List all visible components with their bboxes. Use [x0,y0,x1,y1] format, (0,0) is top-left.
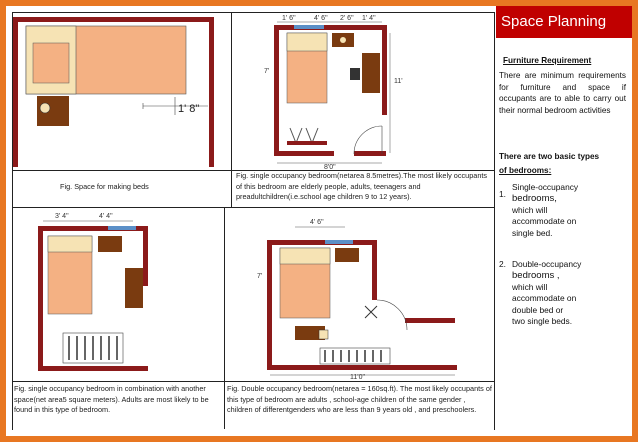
list-number: 1. [499,189,506,199]
svg-text:2' 6": 2' 6" [340,15,354,22]
types-heading-line-1: There are two basic types [499,152,600,161]
svg-text:7': 7' [257,273,263,280]
grid-outer-right [494,12,495,430]
list-number: 2. [499,259,506,269]
svg-text:8'0": 8'0" [324,164,336,170]
fig1-dimension-label: 1' 8" [178,103,200,115]
fig4-caption: Fig. Double occupancy bedroom(netarea = 160sq.ft). The most likely occupants of this type of bedroom are adults , school-age children of the same gender , children of differentgenders who are less than 9 years old , and preschoolers. [227,384,492,414]
types-heading-line-2: of bedrooms: [499,166,552,175]
svg-text:4' 6": 4' 6" [314,15,328,22]
bed-making-drawing [13,13,231,170]
single-bedroom-plan [232,13,494,170]
figure-single-occupancy-bedroom [232,13,494,170]
list-line: which will [512,204,548,215]
list-line: Single-occupancy [512,182,579,192]
list-line: Double-occupancy [512,259,582,269]
list-line: bedrooms , [512,270,560,282]
figure-combined-bedroom [13,208,224,381]
svg-text:7': 7' [264,68,270,75]
double-bedroom-plan [225,208,494,381]
list-line: double bed or [512,304,564,315]
intro-paragraph: There are minimum requirements for furniture and space if occupants are to able to carry out their normal bedroom activities [499,71,626,115]
fig1-caption: Fig. Space for making beds [60,182,149,191]
svg-text:3' 4": 3' 4" [55,213,69,220]
page-title: Space Planning [496,6,632,38]
figure-bed-making-space [13,13,231,170]
svg-text:11': 11' [394,78,403,85]
svg-text:11'0": 11'0" [350,374,365,381]
list-line: single bed. [512,227,553,238]
figure-double-occupancy-bedroom [225,208,494,381]
list-line: accommodate on [512,216,577,227]
fig2-caption: Fig. single occupancy bedroom(netarea 8.5metres).The most likely occupants of this bedroom are elderly people, adults, teenagers and preadultchildren(i.e.school age children 9 to 12 years). [236,171,488,201]
list-line: which will [512,281,548,292]
subheading: Furniture Requirement [503,56,592,65]
svg-text:1' 6": 1' 6" [282,15,296,22]
svg-text:1' 4": 1' 4" [362,15,376,22]
fig3-caption: Fig. single occupancy bedroom in combination with another space(net area5 square meters). Adults are most likely to be found in this type of bedroom. [14,384,209,414]
list-line: two single beds. [512,316,573,327]
grid-divider-horizontal-3 [12,381,494,382]
list-line: accommodate on [512,293,577,304]
combined-bedroom-plan [13,208,224,381]
svg-text:4' 4": 4' 4" [99,213,113,220]
svg-text:4' 6": 4' 6" [310,219,324,226]
list-line: bedrooms, [512,193,557,205]
